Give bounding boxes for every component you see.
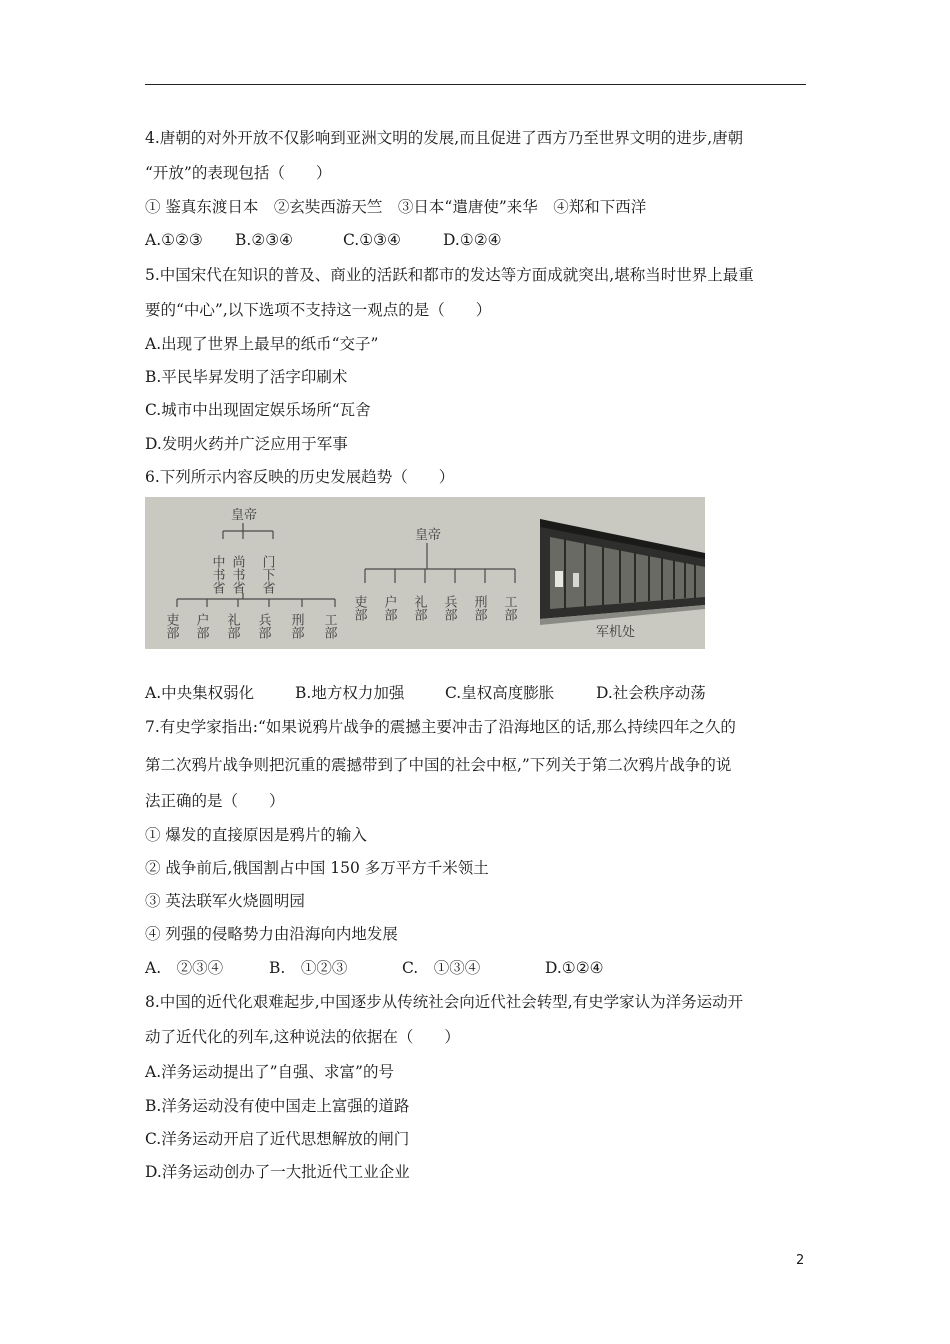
q8-option-a: A.洋务运动提出了”自强、求富”的号 [145,1063,394,1081]
figure-right-dept-5: 工部 [501,595,517,621]
q5-stem-line1: 5.中国宋代在知识的普及、商业的活跃和都市的发达等方面成就突出,堪称当时世界上最重 [145,266,754,284]
figure-left-mid-1: 尚书省 [229,555,245,594]
q4-option-a: A.①②③ [145,231,203,249]
q5-option-c: C.城市中出现固定娱乐场所“瓦舍 [145,401,371,419]
q7-item-3: ③ 英法联军火烧圆明园 [145,892,305,910]
q7-stem-line2: 第二次鸦片战争则把沉重的震撼带到了中国的社会中枢,”下列关于第二次鸦片战争的说 [145,756,732,774]
q4-stem-line2: “开放”的表现包括（ ） [145,164,332,182]
q7-option-d: D.①②④ [545,959,604,977]
q8-option-b: B.洋务运动没有使中国走上富强的道路 [145,1097,410,1115]
figure-left-mid [210,554,276,594]
q7-item-1: ① 爆发的直接原因是鸦片的输入 [145,826,367,844]
grand-council-photo [540,519,705,625]
q4-options [145,230,502,250]
page-number: 2 [796,1253,805,1268]
q7-option-a: A. ②③④ [145,959,224,977]
q5-option-d: D.发明火药并广泛应用于军事 [145,435,348,453]
q8-stem-line1: 8.中国的近代化艰难起步,中国逐步从传统社会向近代社会转型,有史学家认为洋务运动开 [145,993,744,1011]
q8-option-c: C.洋务运动开启了近代思想解放的闸门 [145,1130,410,1148]
q4-stem-line1: 4.唐朝的对外开放不仅影响到亚洲文明的发展,而且促进了西方乃至世界文明的进步,唐朝 [145,129,744,147]
q8-stem-line2: 动了近代化的列车,这种说法的依据在（ ） [145,1028,460,1046]
q5-option-a: A.出现了世界上最早的纸币“交子” [145,335,379,353]
q7-stem-line1: 7.有史学家指出:“如果说鸦片战争的震撼主要冲击了沿海地区的话,那么持续四年之久的 [145,718,736,736]
q6-stem: 6.下列所示内容反映的历史发展趋势（ ） [145,468,455,486]
q4-option-c: C.①③④ [343,231,401,249]
q8-option-d: D.洋务运动创办了一大批近代工业企业 [145,1163,410,1181]
figure-left-dept-2: 礼部 [224,613,240,639]
q7-option-c: C. ①③④ [402,959,481,977]
figure-right-dept-1: 户部 [381,595,397,621]
q6-option-d: D.社会秩序动荡 [596,684,706,702]
figure-right-dept-2: 礼部 [411,595,427,621]
figure-left-root: 皇帝 [231,508,258,523]
q7-option-b: B. ①②③ [269,959,348,977]
figure-right-dept-0: 吏部 [351,595,367,621]
q6-option-b: B.地方权力加强 [295,684,405,702]
figure-left-mid-0: 中书省 [209,555,225,594]
q4-option-d: D.①②④ [443,231,502,249]
q6-option-c: C.皇权高度膨胀 [445,684,555,702]
figure-left-mid-2: 门下省 [259,555,275,594]
figure-right-dept-3: 兵部 [441,595,457,621]
figure-right-depts [352,594,518,621]
q6-figure-svg [145,497,705,649]
header-rule [145,84,806,85]
q4-option-b: B.②③④ [235,231,294,249]
figure-right-root: 皇帝 [415,528,442,543]
figure-left-dept-5: 工部 [321,613,337,639]
q4-items: ① 鉴真东渡日本 ②玄奘西游天竺 ③日本“遣唐使”来华 ④郑和下西洋 [145,198,647,216]
q7-item-4: ④ 列强的侵略势力由沿海向内地发展 [145,925,398,943]
figure-photo-caption: 军机处 [596,625,636,640]
q7-options [145,958,604,978]
figure-left-depts [164,612,338,639]
q7-stem-line3: 法正确的是（ ） [145,792,285,810]
q6-options [145,683,706,703]
figure-left-dept-0: 吏部 [163,613,179,639]
q5-option-b: B.平民毕昇发明了活字印刷术 [145,368,348,386]
figure-left-dept-3: 兵部 [255,613,271,639]
figure-left-dept-1: 户部 [193,613,209,639]
q5-stem-line2: 要的“中心”,以下选项不支持这一观点的是（ ） [145,301,492,319]
q6-option-a: A.中央集权弱化 [145,684,255,702]
figure-left-dept-4: 刑部 [288,613,304,639]
q7-item-2: ② 战争前后,俄国割占中国 150 多万平方千米领土 [145,859,489,877]
figure-right-dept-4: 刑部 [471,595,487,621]
q6-figure [145,497,705,649]
